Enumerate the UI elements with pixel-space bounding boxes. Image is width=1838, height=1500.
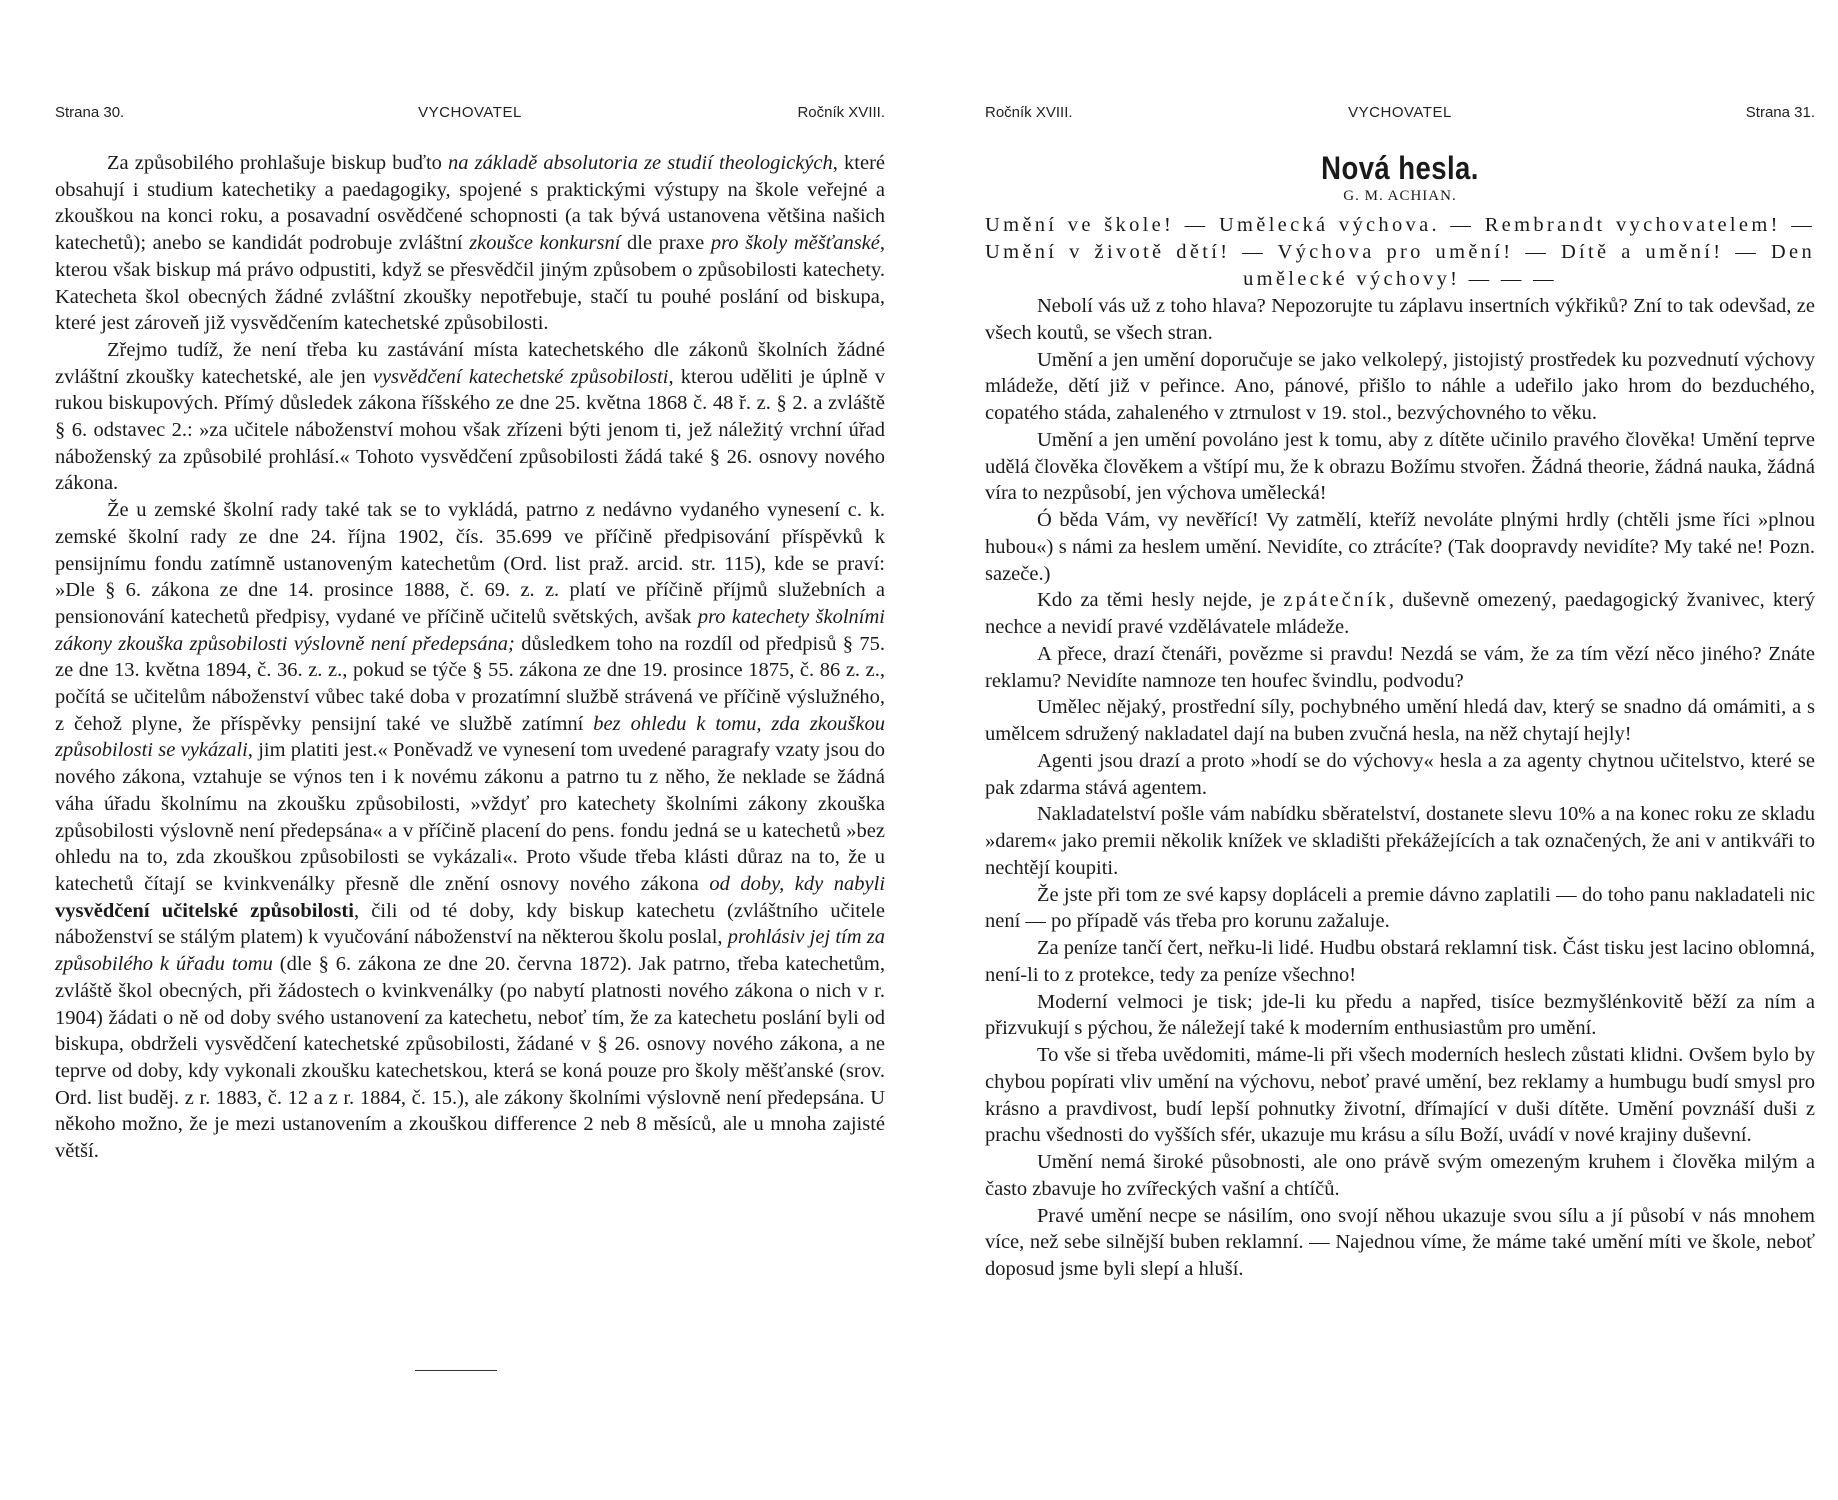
right-text-block [985,150,1815,1283]
text-run: Umělec nějaký, prostřední síly, pochybného umění hledá dav, který se snadno dá omámiti, a s umělcem sdružený nakladatel dají na buben zvučná hesla, na něž chytají hejly! [985,696,1815,745]
right-page-number: Strana 31. [1745,104,1815,121]
paragraph [985,694,1815,748]
paragraph [985,641,1815,695]
paragraph [985,801,1815,881]
left-text-block [55,150,885,1165]
end-rule [415,1370,497,1371]
text-run: Nakladatelství pošle vám nabídku sběratelství, dostanete slevu 10% a na konec roku ze skladu »darem« jako premii několik knížek ve skladišti překážejících a tak označených, že ani v antikváři to nechtějí koupiti. [985,803,1815,879]
text-run: Agenti jsou drazí a proto »hodí se do výchovy« hesla a za agenty chytnou učitelstvo, které se pak zdarma stává agentem. [985,749,1815,799]
italic-emphasis: prohlásiv jej tím za způsobilého k úřadu tomu [55,926,885,976]
left-page [55,0,885,1500]
left-page-number: Strana 30. [55,104,125,121]
italic-emphasis: pro katechety školními zákony zkouška způsobilosti výslovně není předepsána; [55,605,885,655]
left-journal-title: VYCHOVATEL [418,104,522,121]
text-run: Umění a jen umění povoláno jest k tomu, aby z dítěte učinilo pravého člověka! Umění teprve udělá člověka člověkem a vštípí mu, že k obrazu Božímu stvořen. Žádná theorie, žádná nauka, žádná víra to nezpůsobí, jen výchova umělecká! [985,428,1815,505]
paragraph [55,337,885,497]
text-run: , kterou uděliti je úplně v rukou biskupových. Přímý důsledek zákona říšského ze dne 25. května 1868 č. 48 ř. z. § 2. a zvláště § 6. odstavec 2.: »za učitele náboženství mohou však zřízeni býti jenom ti, jež náležitý vrchní úřad náboženský za způsobilé prohlásí.« Tohoto vysvědčení způsobilosti žádá také § 26. osnovy nového zákona. [55,365,886,495]
bold-emphasis: vysvědčení učitelské způsobilosti [55,899,354,922]
paragraph [985,1042,1815,1149]
text-run: , kterou však biskup má právo odpustiti, když se přesvědčil jiným způsobem o způsobilosti katechety. Katecheta škol obecných žádné zvláštní zkoušky nepotřebuje, stačí tu pouhé poslání od biskupa, které jest zároveň již vysvědčením katechetské způsobilosti. [55,232,886,335]
text-run: Umění a jen umění doporučuje se jako velkolepý, jistojistý prostředek ku pozvednutí výchovy mládeže, dětí již v peřince. Ano, pánové, přišlo to náhle a udeřilo jako hrom do bezduchého, copatého stáda, zahaleného v ztrnulost v 19. stol., bezvýchovného to věku. [985,348,1815,424]
paragraph [55,150,885,337]
paragraph [985,507,1815,587]
left-volume-label: Ročník XVIII. [797,104,885,121]
text-run: Pravé umění necpe se násilím, ono svojí něhou ukazuje svou sílu a jí působí v nás mnohem více, než sebe silnější buben reklamní. — Najednou víme, že máme také umění míti ve škole, neboť doposud jsme byli slepí a hluší. [985,1204,1815,1280]
text-run: , duševně omezený, paedagogický žvanivec, který nechce a nevidí pravé vzdělávatele mládeže. [985,589,1815,638]
italic-emphasis: od doby, kdy nabyli [709,872,886,895]
text-run: A přece, drazí čtenáři, povězme si pravdu! Nezdá se vám, že za tím vězí něco jiného? Znáte reklamu? Nevidíte namnoze ten houfec švindlu, podvodu? [985,642,1815,692]
text-run: Za peníze tančí čert, neřku-li lidé. Hudbu obstará reklamní tisk. Část tisku jest lacino oblomná, není-li to z protekce, tedy za peníze všechno! [985,937,1815,986]
paragraph [985,427,1815,507]
paragraph [985,1149,1815,1203]
right-page [985,0,1815,1500]
text-run: (dle § 6. zákona ze dne 20. června 1872). Jak patrno, třeba katechetům, zvláště škol obecných, při žádostech o kvinkvenálky (po nabytí platnosti nového zákona o nich v r. 1904) žádati o ně od doby svého ustanovení za katechetu, neboť tím, že za katechetu poslání byli od biskupa, obdrželi vysvědčení katechetské způsobilosti, žádané v § 26. osnovy nového zákona, a ne teprve od doby, kdy vykonali zkoušku katechetskou, která se koná pouze pro školy měšťanské (srov. Ord. list buděj. z r. 1883, č. 12 a z r. 1884, č. 15.), ale zákony školními výslovně není předepsána. U někoho možno, že je mezi ustanovením a zkouškou difference 2 neb 8 měsíců, ale u mnoha zajisté větší. [55,953,885,1163]
text-run: To vše si třeba uvědomiti, máme-li při všech moderních heslech zůstati klidni. Ovšem bylo by chybou popírati vliv umění na výchovu, neboť pravé umění, bez reklamy a humbugu budí smysl pro krásno a pravdivost, budí lepší pohnutky životní, dřímající v duši dítěte. Umění povznáší duši z prachu všednosti do vyšších sfér, ukazuje mu krásu a sílu Boží, uvádí v nové krajiny duševní. [985,1044,1815,1147]
paragraph [985,347,1815,427]
italic-emphasis: na základě absolutoria ze studií theologických [448,152,833,174]
spaced-emphasis: zpátečník [1283,589,1389,612]
paragraph [985,882,1815,936]
paragraph [985,748,1815,802]
paragraph [985,293,1815,347]
text-run: Že u zemské školní rady také tak se to vykládá, patrno z nedávno vydaného vynesení c. k. zemské školní rady ze dne 24. října 1902, čís. 35.699 ve příčině předpisování příspěvků k pensijnímu fondu zatímně ustanoveným katechetům (Ord. list praž. arcid. str. 115), kde se praví: »Dle § 6. zákona ze dne 14. prosince 1888, č. 69. z. z. platí ve příčině příjmů služebních a pensionování katechetů předpisy, vydané ve příčině učitelů světských, avšak [55,499,885,628]
paragraph [985,935,1815,989]
paragraph [55,497,885,1165]
right-journal-title: VYCHOVATEL [1348,104,1452,121]
left-running-head [55,104,885,126]
text-run: , jim platiti jest.« Poněvadž ve vynesení tom uvedené paragrafy vzaty jsou do nového zákona, vztahuje se výnos ten i k novému zákonu a patrno tu z něho, že neklade se žádná váha úřadu školnímu na zkoušku způsobilosti, »vždyť pro katechety školními zákony zkouška způsobilosti výslovně není předepsána« a v příčině placení do pens. fondu jedná se u katechetů »bez ohledu na to, zda zkouškou způsobilosti se vykázali«. Proto všude třeba klásti důraz na to, že u katechetů čítají se kvinkvenálky přesně dle znění osnovy nového zákona [55,739,885,895]
article-slogans: Umění ve škole! — Umělecká výchova. — Rembrandt vychovatelem! — Umění v životě dětí! — Výchova pro umění! — Dítě a umění! — Den umělecké výchovy! — — — [985,214,1815,290]
paragraph [985,989,1815,1043]
text-run: důsledkem toho na rozdíl od předpisů § 75. ze dne 13. května 1894, č. 36. z. z., pokud se týče § 55. zákona ze dne 19. prosince 1875, č. 86 z. z., počítá se učitelům náboženství vůbec také doba v prozatímní službě strávená ve příčině výslužného, z čehož plyne, že příspěvky pensijní také ve službě zatímní [55,632,886,735]
article-author: G. M. ACHIAN. [1343,188,1457,204]
text-run: Ó běda Vám, vy nevěřící! Vy zatmělí, kteříž nevoláte plnými hrdly (chtěli jsme říci »plnou hubou«) s námi za heslem umění. Nevidíte, co ztrácíte? (Tak doopravdy nevidíte? My také ne! Pozn. sazeče.) [985,509,1815,585]
article-body [985,293,1815,1283]
text-run: dle praxe [620,232,711,255]
italic-emphasis: vysvědčení katechetské způsobilosti [372,365,669,388]
right-running-head [985,104,1815,126]
text-run: Nebolí vás už z toho hlava? Nepozorujte tu záplavu insertních výkřiků? Zní to tak odevšad, ze všech koutů, se všech stran. [985,295,1815,344]
paragraph [985,1203,1815,1283]
paragraph [985,587,1815,641]
right-volume-label: Ročník XVIII. [985,104,1073,121]
text-run: , čili od té doby, kdy biskup katechetu (zvláštního učitele náboženství se stálým platem) k vyučování náboženství na některou školu poslal, [55,899,885,949]
text-run: Umění nemá široké působnosti, ale ono právě svým omezeným kruhem i člověka milým a často zbavuje ho zvířeckých vašní a chtíčů. [985,1151,1815,1200]
text-run: Zřejmo tudíž, že není třeba ku zastávání místa katechetského dle zákonů školních žádné zvláštní zkoušky katechetské, ale jen [55,338,885,388]
text-run: Kdo za těmi hesly nejde, je [1037,589,1284,612]
italic-emphasis: pro školy měšťanské [710,232,880,255]
italic-emphasis: zkoušce konkursní [469,232,621,255]
text-run: Za způsobilého prohlašuje biskup buďto [107,152,449,174]
italic-emphasis: bez ohledu k tomu, zda zkouškou způsobilosti se vykázali [55,712,885,762]
text-run: , které obsahují i studium katechetiky a paedagogiky, spojené s praktickými výstupy na škole veřejné a zkouškou na konci roku, a posavadní osvědčené schopnosti (a tak bývá ustanovena většina našich katechetů); anebo se kandidát podrobuje zvláštní [55,152,885,255]
text-run: Moderní velmoci je tisk; jde-li ku předu a napřed, tisíce bezmyšlénkovitě běží za ním a přizvukují s pýchou, že náležejí také k moderním enthusiastům pro umění. [985,990,1815,1040]
article-title: Nová hesla. [1321,150,1479,186]
text-run: Že jste při tom ze své kapsy dopláceli a premie dávno zaplatili — do toho panu nakladateli nic není — po případě vás třeba pro korunu zažaluje. [985,883,1815,933]
